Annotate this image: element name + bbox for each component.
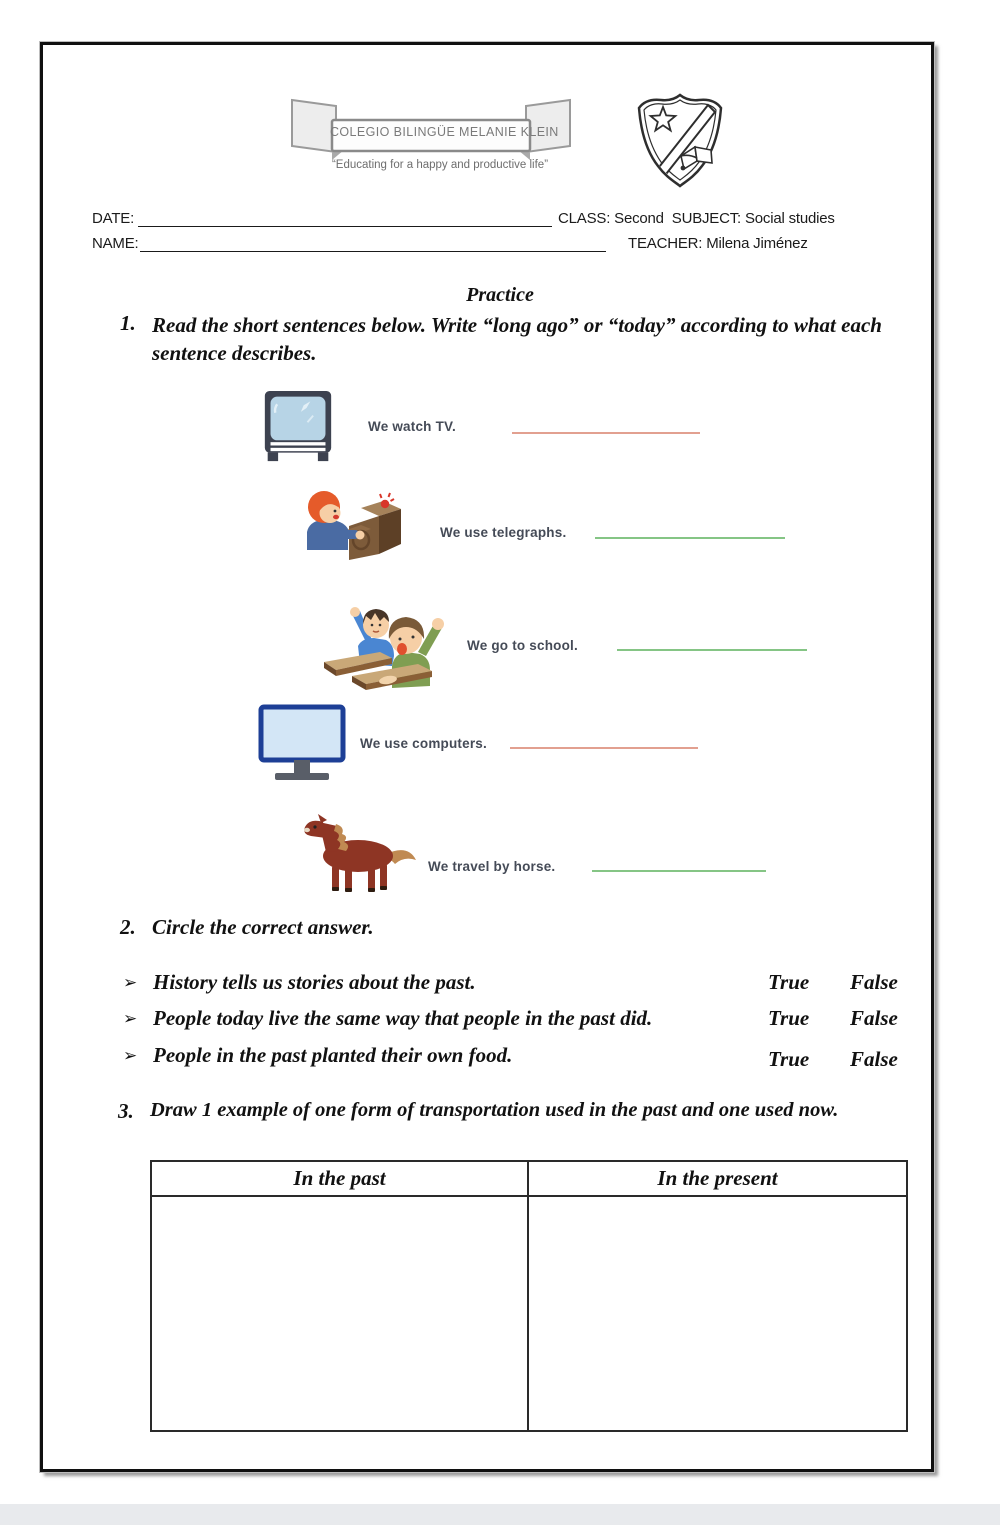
- true-option-1[interactable]: True: [768, 970, 810, 994]
- school-motto: “Educating for a happy and productive life”: [331, 159, 549, 171]
- teacher-label: TEACHER:: [628, 235, 703, 252]
- page-background-strip: [0, 1504, 1000, 1525]
- table-header-past: [152, 1162, 529, 1197]
- teacher-value: Milena Jiménez: [706, 235, 808, 252]
- school-name: COLEGIO BILINGÜE MELANIE KLEIN: [330, 125, 559, 139]
- table-header-present: [529, 1162, 906, 1197]
- item-sentence: We use computers.: [360, 736, 487, 751]
- exercise1-instruction: Read the short sentences below. Write “long ago” or “today” according to what each sentence describes.: [152, 313, 882, 365]
- false-option-3[interactable]: False: [850, 1047, 898, 1071]
- class-value: Second: [614, 210, 664, 227]
- statement-1: History tells us stories about the past.: [153, 970, 476, 994]
- false-option-2[interactable]: False: [850, 1006, 898, 1030]
- exercise1-number: 1.: [120, 311, 136, 335]
- statement-3: People in the past planted their own food.: [153, 1043, 513, 1067]
- date-blank-line[interactable]: [138, 210, 552, 227]
- subject-value: Social studies: [744, 210, 835, 227]
- true-option-2[interactable]: True: [768, 1006, 810, 1030]
- school-crest-icon: [634, 92, 726, 188]
- drawing-table: [150, 1160, 908, 1432]
- horse-icon: [292, 814, 420, 894]
- exercise3-number: 3.: [118, 1099, 134, 1123]
- true-option-3[interactable]: True: [768, 1047, 810, 1071]
- name-blank-line[interactable]: [140, 235, 606, 252]
- item-sentence: We watch TV.: [368, 419, 456, 434]
- statement-2: People today live the same way that people in the past did.: [153, 1006, 653, 1030]
- item-sentence: We travel by horse.: [428, 859, 556, 874]
- practice-title: Practice: [466, 284, 534, 306]
- exercise3-instruction: Draw 1 example of one form of transportation used in the past and one used now.: [150, 1099, 839, 1121]
- drawing-area-past[interactable]: [152, 1197, 529, 1430]
- answer-line-3[interactable]: [617, 637, 807, 651]
- answer-line-2[interactable]: [595, 525, 785, 539]
- false-option-1[interactable]: False: [850, 970, 898, 994]
- exercise2-number: 2.: [120, 915, 136, 939]
- answer-line-4[interactable]: [510, 735, 698, 749]
- teacher-row: [628, 235, 808, 252]
- subject-label: SUBJECT:: [671, 210, 742, 227]
- exercise2-instruction: Circle the correct answer.: [152, 915, 374, 939]
- class-subject-row: [558, 210, 835, 227]
- date-label: DATE:: [92, 210, 135, 227]
- answer-line-1[interactable]: [512, 420, 700, 434]
- item-sentence: We go to school.: [467, 638, 578, 653]
- arrow-bullet-icon: ➢: [123, 1009, 138, 1029]
- drawing-area-present[interactable]: [529, 1197, 906, 1430]
- class-label: CLASS:: [558, 210, 611, 227]
- arrow-bullet-icon: ➢: [123, 1046, 138, 1066]
- item-sentence: We use telegraphs.: [440, 525, 567, 540]
- school-kids-icon: [322, 598, 462, 694]
- table-header-present-label: In the present: [657, 1166, 778, 1190]
- tv-icon: [262, 390, 334, 464]
- answer-line-5[interactable]: [592, 858, 766, 872]
- telegraph-icon: [297, 486, 407, 570]
- computer-icon: [258, 704, 346, 782]
- arrow-bullet-icon: ➢: [123, 973, 138, 993]
- name-label: NAME:: [92, 235, 139, 252]
- table-header-past-label: In the past: [293, 1166, 386, 1190]
